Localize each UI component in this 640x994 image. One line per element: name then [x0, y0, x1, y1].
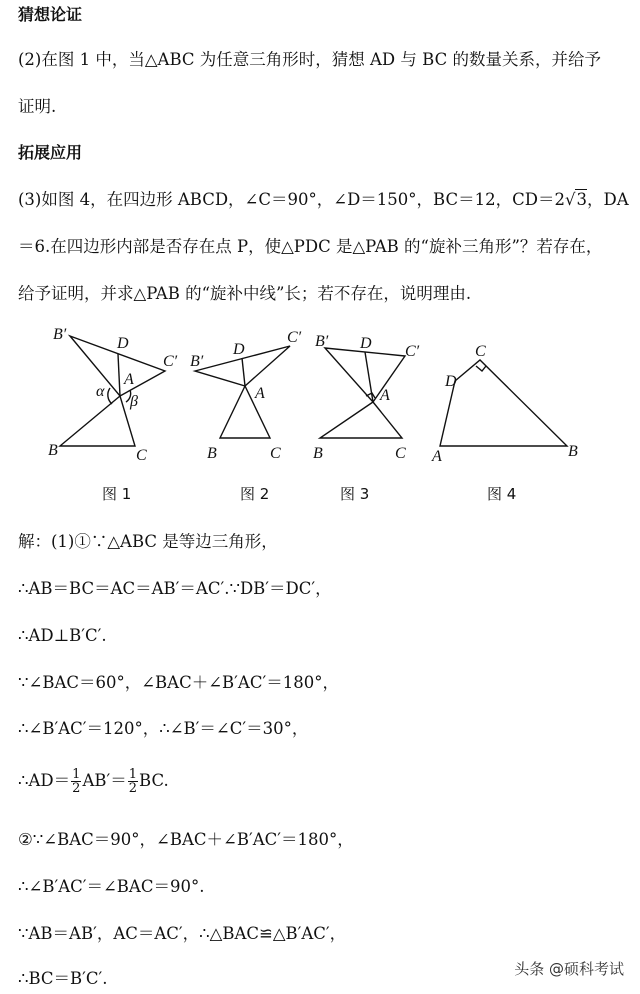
sqrt-icon: √	[564, 190, 576, 209]
problem-2-line-2: 证明.	[18, 97, 57, 116]
fig1-triangle-bottom	[60, 396, 135, 446]
solution-line-8: ∴∠B′AC′＝∠BAC＝90°.	[18, 877, 205, 896]
solution-line-6-a: ∴AD＝	[18, 771, 71, 790]
fraction-one-half-2: $\frac{1}{2}$	[128, 767, 138, 796]
solution-line-4: ∵∠BAC＝60°，∠BAC＋∠B′AC′＝180°，	[18, 673, 339, 692]
fig1-label-d: D	[117, 335, 129, 352]
caption-figure-1: 图 1	[102, 485, 132, 503]
caption-figure-2: 图 2	[240, 485, 270, 503]
fig3-label-c-prime: C′	[405, 343, 420, 360]
fig4-label-a: A	[432, 448, 442, 465]
geometry-figures	[40, 326, 610, 506]
fig2-label-b-prime: B′	[190, 353, 204, 370]
fig4-label-b: B	[568, 443, 578, 460]
solution-line-6	[18, 768, 169, 795]
solution-line-10: ∴BC＝B′C′.	[18, 969, 108, 988]
solution-line-3: ∴AD⊥B′C′.	[18, 626, 107, 645]
figure-4	[440, 360, 567, 446]
caption-figure-3: 图 3	[340, 485, 370, 503]
problem-3-line-3: 给予证明，并求△PAB 的“旋补中线”长；若不存在，说明理由.	[18, 284, 472, 303]
solution-line-7: ②∵∠BAC＝90°，∠BAC＋∠B′AC′＝180°，	[18, 830, 354, 849]
fig4-quadrilateral	[440, 360, 567, 446]
figure-2	[195, 346, 290, 438]
fig1-label-alpha: α	[96, 383, 105, 400]
figures-row	[40, 326, 610, 506]
fig2-label-c-prime: C′	[287, 329, 302, 346]
heading-extension: 拓展应用	[18, 143, 83, 162]
fig2-label-c: C	[270, 445, 281, 462]
fig3-triangle-bottom	[320, 402, 402, 438]
solution-line-5: ∴∠B′AC′＝120°，∴∠B′＝∠C′＝30°，	[18, 719, 309, 738]
fig1-label-c-prime: C′	[163, 353, 178, 370]
fig3-label-c: C	[395, 445, 406, 462]
solution-line-6-c: BC.	[139, 771, 169, 790]
caption-figure-4: 图 4	[487, 485, 517, 503]
fig3-label-b: B	[313, 445, 323, 462]
fig1-label-b-prime: B′	[53, 326, 67, 343]
solution-line-2: ∴AB＝BC＝AC＝AB′＝AC′.∵DB′＝DC′，	[18, 579, 332, 598]
fig1-label-a: A	[124, 371, 134, 388]
heading-conjecture: 猜想论证	[18, 5, 83, 24]
problem-3-line-1-c: ，DA	[586, 190, 629, 209]
solution-line-6-b: AB′＝	[82, 771, 127, 790]
fig3-label-b-prime: B′	[315, 333, 329, 350]
fig1-label-beta: β	[130, 393, 138, 410]
fig2-label-b: B	[207, 445, 217, 462]
problem-2-line-1: (2)在图 1 中，当△ABC 为任意三角形时，猜想 AD 与 BC 的数量关系，并给予	[18, 50, 601, 69]
fig4-label-c: C	[475, 343, 486, 360]
fig3-label-a: A	[380, 387, 390, 404]
figure-3	[320, 348, 405, 438]
sqrt-radicand: 3	[576, 190, 587, 209]
fig1-alpha-arc	[108, 388, 112, 404]
watermark: 头条 @硕科考试	[514, 960, 624, 978]
solution-line-1: 解：(1)①∵△ABC 是等边三角形，	[18, 532, 278, 551]
fig2-label-a: A	[255, 385, 265, 402]
figure-1	[60, 336, 165, 446]
fig3-label-d: D	[360, 335, 372, 352]
problem-3-line-2: ＝6.在四边形内部是否存在点 P，使△PDC 是△PAB 的“旋补三角形”？若存在，	[18, 237, 603, 256]
fig4-right-angle	[476, 366, 486, 371]
problem-3-line-1-a: (3)如图 4，在四边形 ABCD，∠C＝90°，∠D＝150°，BC＝12，CD＝2	[18, 190, 565, 209]
problem-3-line-1	[18, 189, 629, 211]
fig1-label-b: B	[48, 442, 58, 459]
fig2-median	[242, 358, 245, 386]
fig3-right-angle	[366, 393, 375, 398]
fig1-label-c: C	[136, 447, 147, 464]
fig2-label-d: D	[233, 341, 245, 358]
fig4-label-d: D	[445, 373, 457, 390]
solution-line-9: ∵AB＝AB′，AC＝AC′，∴△BAC≌△B′AC′，	[18, 924, 347, 943]
fraction-one-half-1: $\frac{1}{2}$	[72, 767, 81, 796]
fig1-median	[118, 354, 120, 396]
